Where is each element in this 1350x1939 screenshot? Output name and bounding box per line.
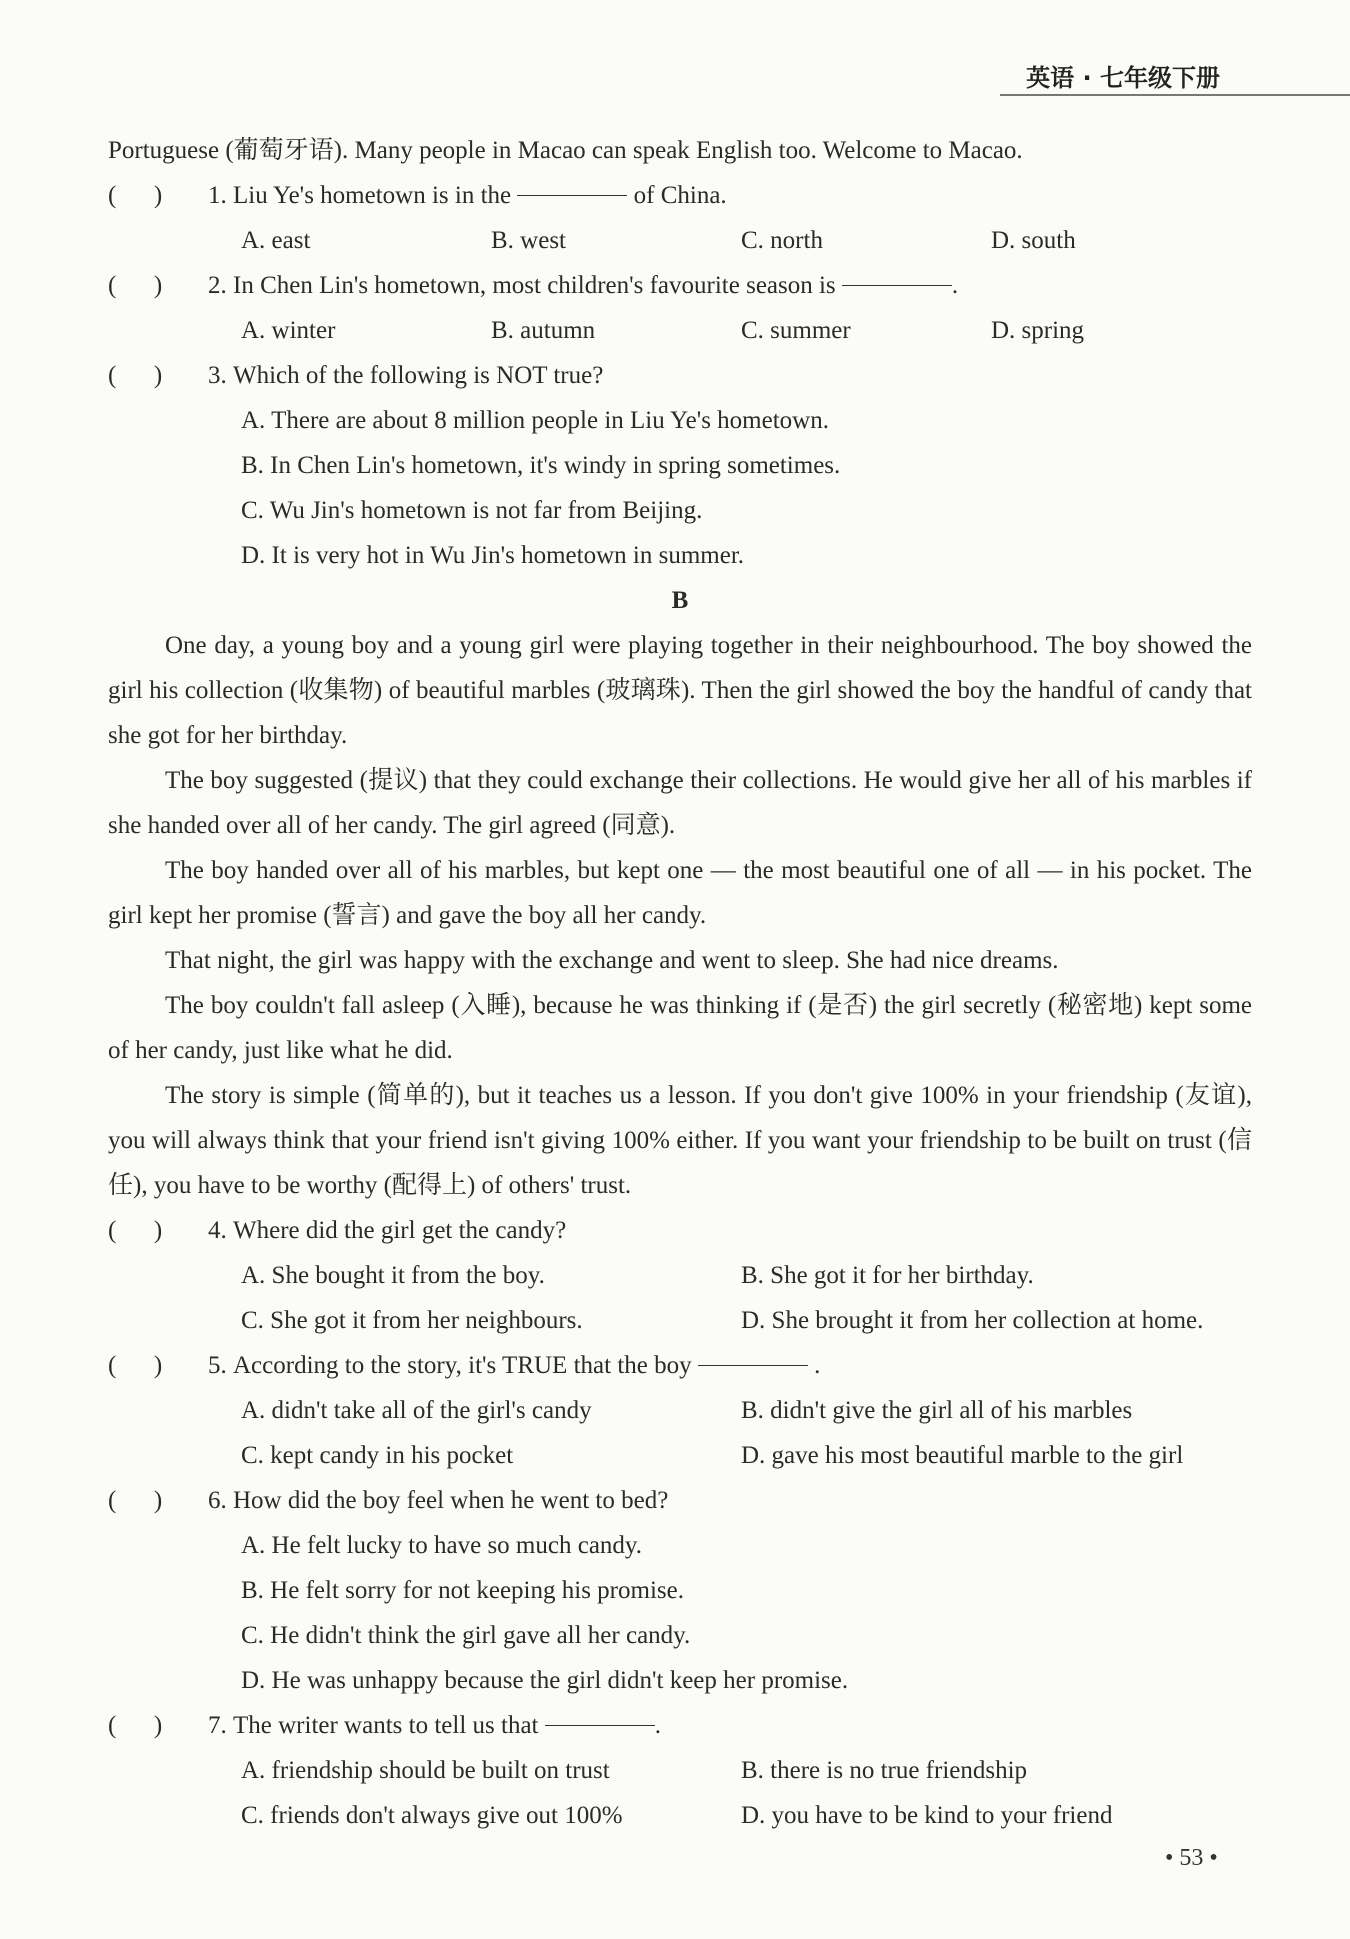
question-stem-end: of China. xyxy=(633,182,727,209)
answer-bracket[interactable]: ( ) xyxy=(108,272,163,299)
option[interactable]: A. She bought it from the boy. xyxy=(241,1262,545,1289)
question-stem: In Chen Lin's hometown, most children's favourite season is xyxy=(233,272,836,299)
option[interactable]: C. He didn't think the girl gave all her candy. xyxy=(241,1622,691,1649)
option[interactable]: B. there is no true friendship xyxy=(741,1757,1028,1784)
passage-paragraph: That night, the girl was happy with the exchange and went to sleep. She had nice dreams. xyxy=(165,947,1059,974)
question-3 xyxy=(108,353,1252,398)
answer-blank xyxy=(545,1703,655,1726)
option[interactable]: B. didn't give the girl all of his marbles xyxy=(741,1397,1133,1424)
answer-bracket[interactable]: ( ) xyxy=(108,1712,163,1739)
option[interactable]: C. Wu Jin's hometown is not far from Beijing. xyxy=(241,497,703,524)
question-stem: Which of the following is NOT true? xyxy=(233,362,604,389)
option[interactable]: A. He felt lucky to have so much candy. xyxy=(241,1532,643,1559)
header-rule xyxy=(1000,94,1350,96)
passage-a-ending: Portuguese (葡萄牙语). Many people in Macao can speak English too. Welcome to Macao. xyxy=(108,137,1023,164)
question-4 xyxy=(108,1208,1252,1253)
passage-paragraph: One day, a young boy and a young girl were playing together in their neighbourhood. The boy showed the girl his collection (收集物) of beautiful marbles (玻璃珠). Then the girl showed the boy the handful of candy that she got for her birthday. xyxy=(108,632,1252,749)
option[interactable]: D. It is very hot in Wu Jin's hometown in summer. xyxy=(241,542,745,569)
question-number: 7. xyxy=(208,1712,227,1739)
question-number: 1. xyxy=(208,182,227,209)
options-row xyxy=(108,1793,1252,1838)
options-row xyxy=(108,308,1252,353)
option[interactable]: B. He felt sorry for not keeping his promise. xyxy=(241,1577,684,1604)
question-number: 6. xyxy=(208,1487,227,1514)
section-b-heading: B xyxy=(671,587,689,614)
option[interactable]: C. summer xyxy=(741,317,851,344)
page-content xyxy=(108,128,1252,1838)
options-row xyxy=(108,1253,1252,1298)
options-row xyxy=(108,1388,1252,1433)
option[interactable]: A. east xyxy=(241,227,311,254)
option[interactable]: A. friendship should be built on trust xyxy=(241,1757,610,1784)
question-stem-end: . xyxy=(814,1352,821,1379)
question-stem-end: . xyxy=(951,272,959,299)
answer-bracket[interactable]: ( ) xyxy=(108,182,163,209)
question-5 xyxy=(108,1343,1252,1388)
answer-bracket[interactable]: ( ) xyxy=(108,1352,163,1379)
question-stem: Where did the girl get the candy? xyxy=(233,1217,567,1244)
option[interactable]: C. friends don't always give out 100% xyxy=(241,1802,623,1829)
option[interactable]: B. west xyxy=(491,227,566,254)
question-6 xyxy=(108,1478,1252,1523)
question-1 xyxy=(108,173,1252,218)
question-number: 3. xyxy=(208,362,227,389)
options-row xyxy=(108,1298,1252,1343)
question-stem: The writer wants to tell us that xyxy=(233,1712,539,1739)
option[interactable]: D. you have to be kind to your friend xyxy=(741,1802,1113,1829)
options-row xyxy=(108,1433,1252,1478)
options-row xyxy=(108,1748,1252,1793)
option[interactable]: C. kept candy in his pocket xyxy=(241,1442,514,1469)
passage-paragraph: The boy couldn't fall asleep (入睡), because he was thinking if (是否) the girl secretly (秘密地) kept some of her candy, just like what he did. xyxy=(108,992,1252,1064)
passage-paragraph: The story is simple (简单的), but it teaches us a lesson. If you don't give 100% in your friendship (友谊), you will always think that your friend isn't giving 100% either. If you want your friendship to be built on trust (信任), you have to be worthy (配得上) of others' trust. xyxy=(108,1082,1252,1199)
passage-paragraph: The boy handed over all of his marbles, but kept one — the most beautiful one of all — in his pocket. The girl kept her promise (誓言) and gave the boy all her candy. xyxy=(108,857,1252,929)
answer-blank xyxy=(517,173,627,196)
answer-blank xyxy=(842,263,952,286)
option[interactable]: A. winter xyxy=(241,317,336,344)
question-2 xyxy=(108,263,1252,308)
question-number: 4. xyxy=(208,1217,227,1244)
answer-blank xyxy=(698,1343,808,1366)
question-number: 2. xyxy=(208,272,227,299)
options-row xyxy=(108,218,1252,263)
passage-paragraph: The boy suggested (提议) that they could exchange their collections. He would give her all of his marbles if she handed over all of her candy. The girl agreed (同意). xyxy=(108,767,1252,839)
question-stem: How did the boy feel when he went to bed? xyxy=(233,1487,669,1514)
question-stem: Liu Ye's hometown is in the xyxy=(233,182,512,209)
option[interactable]: C. north xyxy=(741,227,823,254)
option[interactable]: B. autumn xyxy=(491,317,596,344)
question-stem-end: . xyxy=(654,1712,661,1739)
option[interactable]: D. She brought it from her collection at home. xyxy=(741,1307,1204,1334)
option[interactable]: D. south xyxy=(991,227,1076,254)
question-stem: According to the story, it's TRUE that the boy xyxy=(233,1352,692,1379)
option[interactable]: B. She got it for her birthday. xyxy=(741,1262,1034,1289)
option[interactable]: A. There are about 8 million people in Liu Ye's hometown. xyxy=(241,407,829,434)
question-7 xyxy=(108,1703,1252,1748)
option[interactable]: D. gave his most beautiful marble to the girl xyxy=(741,1442,1184,1469)
answer-bracket[interactable]: ( ) xyxy=(108,1487,163,1514)
answer-bracket[interactable]: ( ) xyxy=(108,1217,163,1244)
option[interactable]: A. didn't take all of the girl's candy xyxy=(241,1397,592,1424)
page-header-title: 英语 · 七年级下册 xyxy=(1026,64,1220,92)
page-number: • 53 • xyxy=(1165,1845,1218,1871)
option[interactable]: C. She got it from her neighbours. xyxy=(241,1307,583,1334)
option[interactable]: D. He was unhappy because the girl didn't keep her promise. xyxy=(241,1667,849,1694)
answer-bracket[interactable]: ( ) xyxy=(108,362,163,389)
question-number: 5. xyxy=(208,1352,227,1379)
option[interactable]: B. In Chen Lin's hometown, it's windy in spring sometimes. xyxy=(241,452,841,479)
option[interactable]: D. spring xyxy=(991,317,1085,344)
